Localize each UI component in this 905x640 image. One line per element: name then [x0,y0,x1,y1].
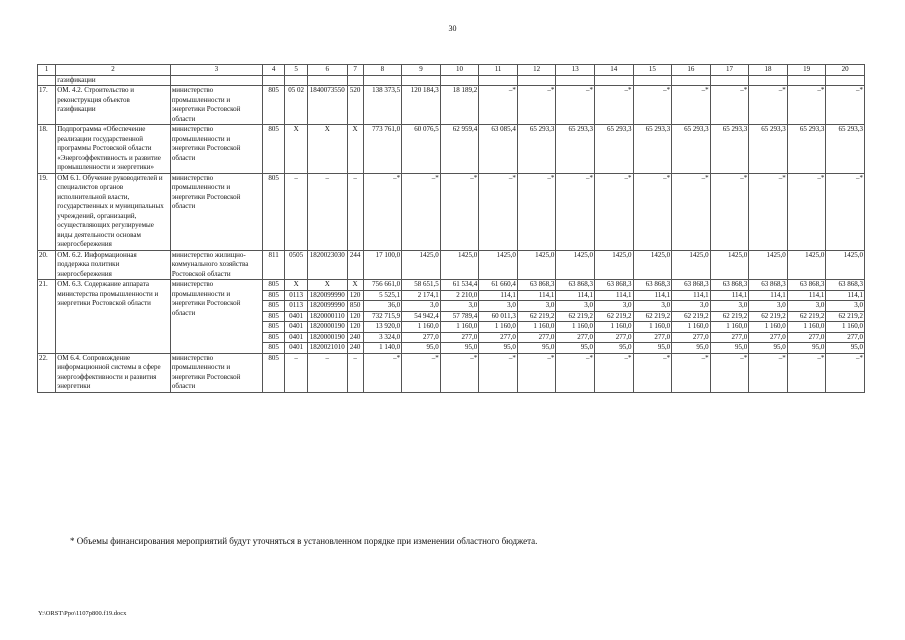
budget-code-cell: 1820000190 [307,332,347,343]
empty-cell [307,75,347,86]
budget-code-cell: 805 [262,86,284,125]
empty-cell [672,75,711,86]
budget-code-cell: 805 [262,301,284,312]
amount-cell: 1 160,0 [402,322,441,333]
amount-cell: 1 160,0 [479,322,518,333]
budget-code-cell: 1820023030 [307,250,347,280]
amount-cell: 1 160,0 [787,322,826,333]
amount-cell: 60 076,5 [402,125,441,174]
amount-cell: 277,0 [672,332,711,343]
amount-cell: 732 715,9 [363,311,402,322]
amount-cell: –* [479,353,518,392]
amount-cell: 3,0 [556,301,595,312]
amount-cell: 65 293,3 [556,125,595,174]
empty-cell [594,75,633,86]
amount-cell: 62 219,2 [594,311,633,322]
budget-code-cell: 0401 [285,311,307,322]
header-cell: 14 [594,65,633,76]
row-number: 19. [38,173,56,250]
amount-cell: –* [710,173,749,250]
budget-code-cell: 0401 [285,343,307,354]
budget-table [37,64,865,393]
budget-code-cell: 0505 [285,250,307,280]
table-row [38,280,865,291]
amount-cell: 62 219,2 [556,311,595,322]
header-cell: 7 [347,65,363,76]
empty-cell [38,75,56,86]
amount-cell: 62 959,4 [440,125,479,174]
amount-cell: –* [402,353,441,392]
table-row [38,353,865,392]
amount-cell: 1425,0 [594,250,633,280]
amount-cell: 277,0 [594,332,633,343]
amount-cell: 65 293,3 [517,125,556,174]
amount-cell: 1 160,0 [710,322,749,333]
amount-cell: 114,1 [787,290,826,301]
amount-cell: –* [556,173,595,250]
empty-cell [633,75,672,86]
amount-cell: 1 160,0 [749,322,788,333]
amount-cell: 277,0 [787,332,826,343]
row-number: 17. [38,86,56,125]
budget-code-cell: 805 [262,322,284,333]
budget-code-cell: 120 [347,311,363,322]
amount-cell: 63 868,3 [556,280,595,291]
amount-cell: 1 160,0 [633,322,672,333]
amount-cell: 95,0 [826,343,865,354]
amount-cell: –* [749,173,788,250]
budget-code-cell: 1840073550 [307,86,347,125]
empty-cell [479,75,518,86]
amount-cell: –* [672,353,711,392]
amount-cell: 277,0 [440,332,479,343]
budget-code-cell: 1820000190 [307,322,347,333]
amount-cell: –* [633,86,672,125]
amount-cell: 63 868,3 [517,280,556,291]
amount-cell: 114,1 [826,290,865,301]
amount-cell: 138 373,5 [363,86,402,125]
amount-cell: –* [787,86,826,125]
amount-cell: –* [363,173,402,250]
amount-cell: 1425,0 [517,250,556,280]
amount-cell: 277,0 [479,332,518,343]
budget-code-cell: Х [307,280,347,291]
amount-cell: 1 140,0 [363,343,402,354]
amount-cell: –* [556,86,595,125]
measure-name: Подпрограмма «Обеспечение реализации государственной программы Ростовской области «Энергоэффективность и развитие промышленности и энергетики» [56,125,171,174]
header-cell: 15 [633,65,672,76]
empty-cell [826,75,865,86]
amount-cell: 95,0 [749,343,788,354]
amount-cell: –* [363,353,402,392]
executor-name: министерство жилищно-коммунального хозяйства Ростовской области [170,250,262,280]
row-number: 21. [38,280,56,354]
amount-cell: –* [787,173,826,250]
header-cell: 17 [710,65,749,76]
amount-cell: 95,0 [517,343,556,354]
budget-code-cell: 120 [347,322,363,333]
amount-cell: 95,0 [594,343,633,354]
table-row [38,125,865,174]
table-row [38,250,865,280]
amount-cell: 18 189,2 [440,86,479,125]
amount-cell: 95,0 [787,343,826,354]
amount-cell: 3,0 [594,301,633,312]
amount-cell: 1425,0 [633,250,672,280]
executor-name: министерство промышленности и энергетики Ростовской области [170,173,262,250]
empty-cell [787,75,826,86]
amount-cell: 95,0 [402,343,441,354]
amount-cell: 62 219,2 [672,311,711,322]
budget-code-cell: 805 [262,173,284,250]
budget-code-cell: Х [285,125,307,174]
amount-cell: –* [440,353,479,392]
budget-code-cell: 1820000110 [307,311,347,322]
budget-code-cell: 805 [262,280,284,291]
amount-cell: 277,0 [517,332,556,343]
header-cell: 11 [479,65,518,76]
page-number: 30 [448,24,457,33]
budget-code-cell: 0401 [285,322,307,333]
empty-cell [440,75,479,86]
amount-cell: 58 651,5 [402,280,441,291]
budget-code-cell: – [285,173,307,250]
amount-cell: 95,0 [440,343,479,354]
amount-cell: 3,0 [633,301,672,312]
amount-cell: 277,0 [556,332,595,343]
amount-cell: –* [672,173,711,250]
amount-cell: 1 160,0 [826,322,865,333]
amount-cell: –* [826,86,865,125]
amount-cell: 62 219,2 [517,311,556,322]
budget-code-cell: 0113 [285,301,307,312]
amount-cell: –* [594,173,633,250]
header-cell: 3 [170,65,262,76]
amount-cell: 1425,0 [749,250,788,280]
empty-cell [262,75,284,86]
amount-cell: 1 160,0 [440,322,479,333]
empty-cell [556,75,595,86]
row-number: 22. [38,353,56,392]
budget-code-cell: 805 [262,311,284,322]
amount-cell: 62 219,2 [826,311,865,322]
amount-cell: 95,0 [672,343,711,354]
continuation-row [38,75,865,86]
budget-code-cell: 520 [347,86,363,125]
header-cell: 1 [38,65,56,76]
amount-cell: –* [710,86,749,125]
header-cell: 19 [787,65,826,76]
table-header-row [38,65,865,76]
amount-cell: 2 174,1 [402,290,441,301]
amount-cell: 114,1 [749,290,788,301]
amount-cell: 5 525,1 [363,290,402,301]
amount-cell: 3,0 [440,301,479,312]
amount-cell: 63 868,3 [672,280,711,291]
amount-cell: 65 293,3 [826,125,865,174]
amount-cell: 114,1 [594,290,633,301]
budget-code-cell: 0401 [285,332,307,343]
header-cell: 13 [556,65,595,76]
header-cell: 18 [749,65,788,76]
amount-cell: 1425,0 [556,250,595,280]
executor-name: министерство промышленности и энергетики Ростовской области [170,86,262,125]
header-cell: 2 [56,65,171,76]
amount-cell: 756 661,0 [363,280,402,291]
amount-cell: 114,1 [633,290,672,301]
amount-cell: 1425,0 [440,250,479,280]
amount-cell: –* [440,173,479,250]
amount-cell: –* [826,173,865,250]
budget-code-cell: 1820099990 [307,301,347,312]
amount-cell: 277,0 [633,332,672,343]
budget-code-cell: – [285,353,307,392]
amount-cell: 65 293,3 [633,125,672,174]
amount-cell: 114,1 [517,290,556,301]
footnote: * Объемы финансирования мероприятий будут уточняться в установленном порядке при изменении областного бюджета. [70,536,538,546]
amount-cell: 3,0 [710,301,749,312]
amount-cell: 1425,0 [710,250,749,280]
row-number: 20. [38,250,56,280]
budget-code-cell: – [307,353,347,392]
amount-cell: 60 011,3 [479,311,518,322]
budget-code-cell: 811 [262,250,284,280]
header-cell: 16 [672,65,711,76]
amount-cell: 61 534,4 [440,280,479,291]
measure-name: ОМ 6.1. Обучение руководителей и специалистов органов исполнительной власти, государственных и муниципальных учреждений, организаций, осуществляющих регулируемые виды деятельности основам энергосбережения [56,173,171,250]
budget-code-cell: 805 [262,353,284,392]
amount-cell: 277,0 [710,332,749,343]
amount-cell: 65 293,3 [710,125,749,174]
header-cell: 6 [307,65,347,76]
amount-cell: –* [556,353,595,392]
amount-cell: –* [710,353,749,392]
amount-cell: 114,1 [710,290,749,301]
amount-cell: 62 219,2 [749,311,788,322]
amount-cell: 114,1 [672,290,711,301]
budget-code-cell: 244 [347,250,363,280]
amount-cell: 1 160,0 [594,322,633,333]
header-cell: 5 [285,65,307,76]
amount-cell: 3,0 [672,301,711,312]
empty-cell [170,75,262,86]
header-cell: 20 [826,65,865,76]
amount-cell: 277,0 [402,332,441,343]
budget-code-cell: 850 [347,301,363,312]
amount-cell: 3,0 [402,301,441,312]
amount-cell: –* [479,86,518,125]
amount-cell: 63 868,3 [749,280,788,291]
budget-code-cell: – [307,173,347,250]
amount-cell: 63 868,3 [787,280,826,291]
amount-cell: –* [749,86,788,125]
amount-cell: 114,1 [479,290,518,301]
budget-code-cell: 805 [262,290,284,301]
budget-code-cell: 120 [347,290,363,301]
amount-cell: –* [594,353,633,392]
budget-code-cell: 05 02 [285,86,307,125]
amount-cell: –* [826,353,865,392]
amount-cell: 3,0 [787,301,826,312]
budget-code-cell: – [347,353,363,392]
amount-cell: 3,0 [826,301,865,312]
budget-code-cell: – [347,173,363,250]
measure-name: ОМ. 6.2. Информационная поддержка политики энергосбережения [56,250,171,280]
amount-cell: 13 920,0 [363,322,402,333]
amount-cell: –* [517,86,556,125]
amount-cell: 63 085,4 [479,125,518,174]
empty-cell [749,75,788,86]
amount-cell: 1 160,0 [672,322,711,333]
amount-cell: 63 868,3 [633,280,672,291]
amount-cell: 63 868,3 [826,280,865,291]
file-path: Y:\ORST\Ppo\1107p800.f19.docx [38,610,127,617]
empty-cell [285,75,307,86]
amount-cell: 62 219,2 [710,311,749,322]
amount-cell: 1 160,0 [556,322,595,333]
amount-cell: 1 160,0 [517,322,556,333]
empty-cell [347,75,363,86]
amount-cell: –* [633,173,672,250]
amount-cell: 65 293,3 [787,125,826,174]
amount-cell: 277,0 [749,332,788,343]
amount-cell: 1425,0 [826,250,865,280]
amount-cell: 54 942,4 [402,311,441,322]
amount-cell: 63 868,3 [594,280,633,291]
amount-cell: 95,0 [556,343,595,354]
measure-name: ОМ. 4.2. Строительство и реконструкция объектов газификации [56,86,171,125]
executor-name: министерство промышленности и энергетики Ростовской области [170,280,262,354]
budget-code-cell: 805 [262,332,284,343]
header-cell: 10 [440,65,479,76]
empty-cell [402,75,441,86]
amount-cell: 773 761,0 [363,125,402,174]
budget-code-cell: Х [347,280,363,291]
executor-name: министерство промышленности и энергетики Ростовской области [170,353,262,392]
table-row [38,86,865,125]
amount-cell: 1425,0 [787,250,826,280]
amount-cell: 36,0 [363,301,402,312]
budget-code-cell: Х [307,125,347,174]
amount-cell: –* [787,353,826,392]
measure-name: ОМ. 6.3. Содержание аппарата министерства промышленности и энергетики Ростовской области [56,280,171,354]
budget-code-cell: 240 [347,343,363,354]
budget-code-cell: 0113 [285,290,307,301]
amount-cell: 95,0 [479,343,518,354]
amount-cell: 3,0 [749,301,788,312]
amount-cell: –* [594,86,633,125]
budget-code-cell: 1820021010 [307,343,347,354]
empty-cell [517,75,556,86]
amount-cell: 61 660,4 [479,280,518,291]
amount-cell: 62 219,2 [633,311,672,322]
executor-name: министерство промышленности и энергетики Ростовской области [170,125,262,174]
budget-code-cell: 240 [347,332,363,343]
amount-cell: 95,0 [633,343,672,354]
budget-code-cell: 805 [262,343,284,354]
row-number: 18. [38,125,56,174]
amount-cell: 1425,0 [479,250,518,280]
amount-cell: –* [749,353,788,392]
empty-cell [710,75,749,86]
budget-code-cell: 1820099990 [307,290,347,301]
amount-cell: 63 868,3 [710,280,749,291]
header-cell: 9 [402,65,441,76]
header-cell: 4 [262,65,284,76]
amount-cell: 62 219,2 [787,311,826,322]
amount-cell: 2 210,0 [440,290,479,301]
amount-cell: 3,0 [517,301,556,312]
amount-cell: 65 293,3 [594,125,633,174]
continuation-text: газификации [56,75,171,86]
amount-cell: 1425,0 [402,250,441,280]
amount-cell: 65 293,3 [749,125,788,174]
budget-code-cell: Х [347,125,363,174]
empty-cell [363,75,402,86]
header-cell: 12 [517,65,556,76]
budget-code-cell: Х [285,280,307,291]
amount-cell: –* [402,173,441,250]
amount-cell: 65 293,3 [672,125,711,174]
amount-cell: 1425,0 [672,250,711,280]
amount-cell: –* [517,353,556,392]
amount-cell: 114,1 [556,290,595,301]
amount-cell: –* [672,86,711,125]
amount-cell: –* [517,173,556,250]
amount-cell: 3,0 [479,301,518,312]
amount-cell: 17 100,0 [363,250,402,280]
budget-code-cell: 805 [262,125,284,174]
amount-cell: –* [633,353,672,392]
header-cell: 8 [363,65,402,76]
amount-cell: –* [479,173,518,250]
amount-cell: 57 789,4 [440,311,479,322]
amount-cell: 120 184,3 [402,86,441,125]
amount-cell: 95,0 [710,343,749,354]
amount-cell: 277,0 [826,332,865,343]
measure-name: ОМ 6.4. Сопровождение информационной системы в сфере энергоэффективности и развития энергетики [56,353,171,392]
table-row [38,173,865,250]
amount-cell: 3 324,0 [363,332,402,343]
